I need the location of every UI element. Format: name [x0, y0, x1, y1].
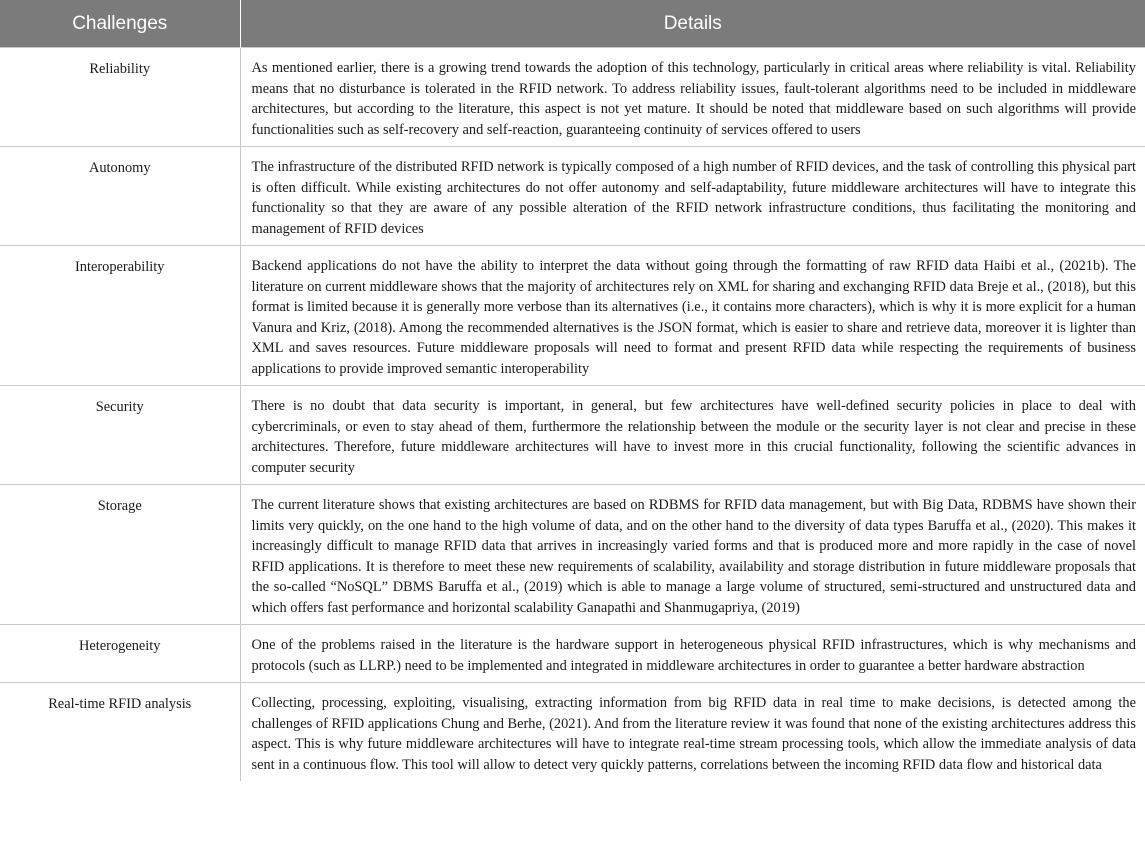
table-row — [0, 147, 1145, 246]
table-row — [0, 246, 1145, 386]
header-row — [0, 0, 1145, 48]
table-header — [0, 0, 1145, 48]
details-cell: The infrastructure of the distributed RFID network is typically composed of a high number of RFID devices, and the task of controlling this physical part is often difficult. While existing architectures do not offer autonomy and self-adaptability, future middleware architectures will have to integrate this functionality so that they are aware of any possible alteration of the RFID network infrastructure conditions, thus facilitating the monitoring and management of RFID devices — [240, 147, 1145, 246]
header-challenges: Challenges — [0, 0, 240, 48]
table-row — [0, 386, 1145, 485]
table-row — [0, 625, 1145, 683]
challenge-cell: Storage — [0, 485, 240, 625]
details-cell: There is no doubt that data security is important, in general, but few architectures have well-defined security policies in place to deal with cybercriminals, or even to stay ahead of them, furthermore the relationship between the module or the security layer is not clear and precise in these architectures. Therefore, future middleware architectures will have to invest more in this crucial functionality, following the scientific advances in computer security — [240, 386, 1145, 485]
details-cell: One of the problems raised in the literature is the hardware support in heterogeneous physical RFID infrastructures, which is why mechanisms and protocols (such as LLRP.) need to be implemented and integrated in middleware architectures in order to guarantee a better hardware abstraction — [240, 625, 1145, 683]
challenge-cell: Reliability — [0, 48, 240, 147]
details-cell: The current literature shows that existing architectures are based on RDBMS for RFID data management, but with Big Data, RDBMS have shown their limits very quickly, on the one hand to the high volume of data, and on the other hand to the diversity of data types Baruffa et al., (2020). This makes it increasingly difficult to manage RFID data that arrives in increasingly varied forms and that is produced more and more rapidly in the case of novel RFID applications. It is therefore to meet these new requirements of scalability, availability and storage distribution in future middleware proposals that the so-called “NoSQL” DBMS Baruffa et al., (2019) which is able to manage a large volume of structured, semi-structured and unstructured data and which offers fast performance and horizontal scalability Ganapathi and Shanmugapriya, (2019) — [240, 485, 1145, 625]
challenge-cell: Heterogeneity — [0, 625, 240, 683]
header-details: Details — [240, 0, 1145, 48]
details-cell: Backend applications do not have the ability to interpret the data without going through the formatting of raw RFID data Haibi et al., (2021b). The literature on current middleware shows that the majority of architectures rely on XML for sharing and exchanging RFID data Breje et al., (2018), but this format is limited because it is generally more verbose than its alternatives (i.e., it contains more characters), which is why it is more explicit for a human Vanura and Kriz, (2018). Among the recommended alternatives is the JSON format, which is easier to share and retrieve data, moreover it is lighter than XML and saves resources. Future middleware proposals will need to format and present RFID data while respecting the requirements of business applications to provide improved semantic interoperability — [240, 246, 1145, 386]
details-cell: As mentioned earlier, there is a growing trend towards the adoption of this technology, particularly in critical areas where reliability is vital. Reliability means that no disturbance is tolerated in the RFID network. To address reliability issues, fault-tolerant algorithms need to be included in middleware architectures, but according to the literature, this aspect is not yet mature. It should be noted that middleware based on such algorithms will provide functionalities such as self-recovery and self-reaction, guaranteeing continuity of services offered to users — [240, 48, 1145, 147]
table-row — [0, 48, 1145, 147]
challenge-cell: Security — [0, 386, 240, 485]
table-row — [0, 683, 1145, 782]
challenge-cell: Interoperability — [0, 246, 240, 386]
challenge-cell: Autonomy — [0, 147, 240, 246]
details-cell: Collecting, processing, exploiting, visualising, extracting information from big RFID data in real time to make decisions, is detected among the challenges of RFID applications Chung and Berhe, (2021). And from the literature review it was found that none of the existing architectures address this aspect. This is why future middleware architectures will have to integrate real-time stream processing tools, which allow the immediate analysis of data sent in a continuous flow. This tool will allow to detect very quickly patterns, correlations between the incoming RFID data flow and historical data — [240, 683, 1145, 782]
table-row — [0, 485, 1145, 625]
challenge-cell: Real-time RFID analysis — [0, 683, 240, 782]
table-body — [0, 48, 1145, 782]
